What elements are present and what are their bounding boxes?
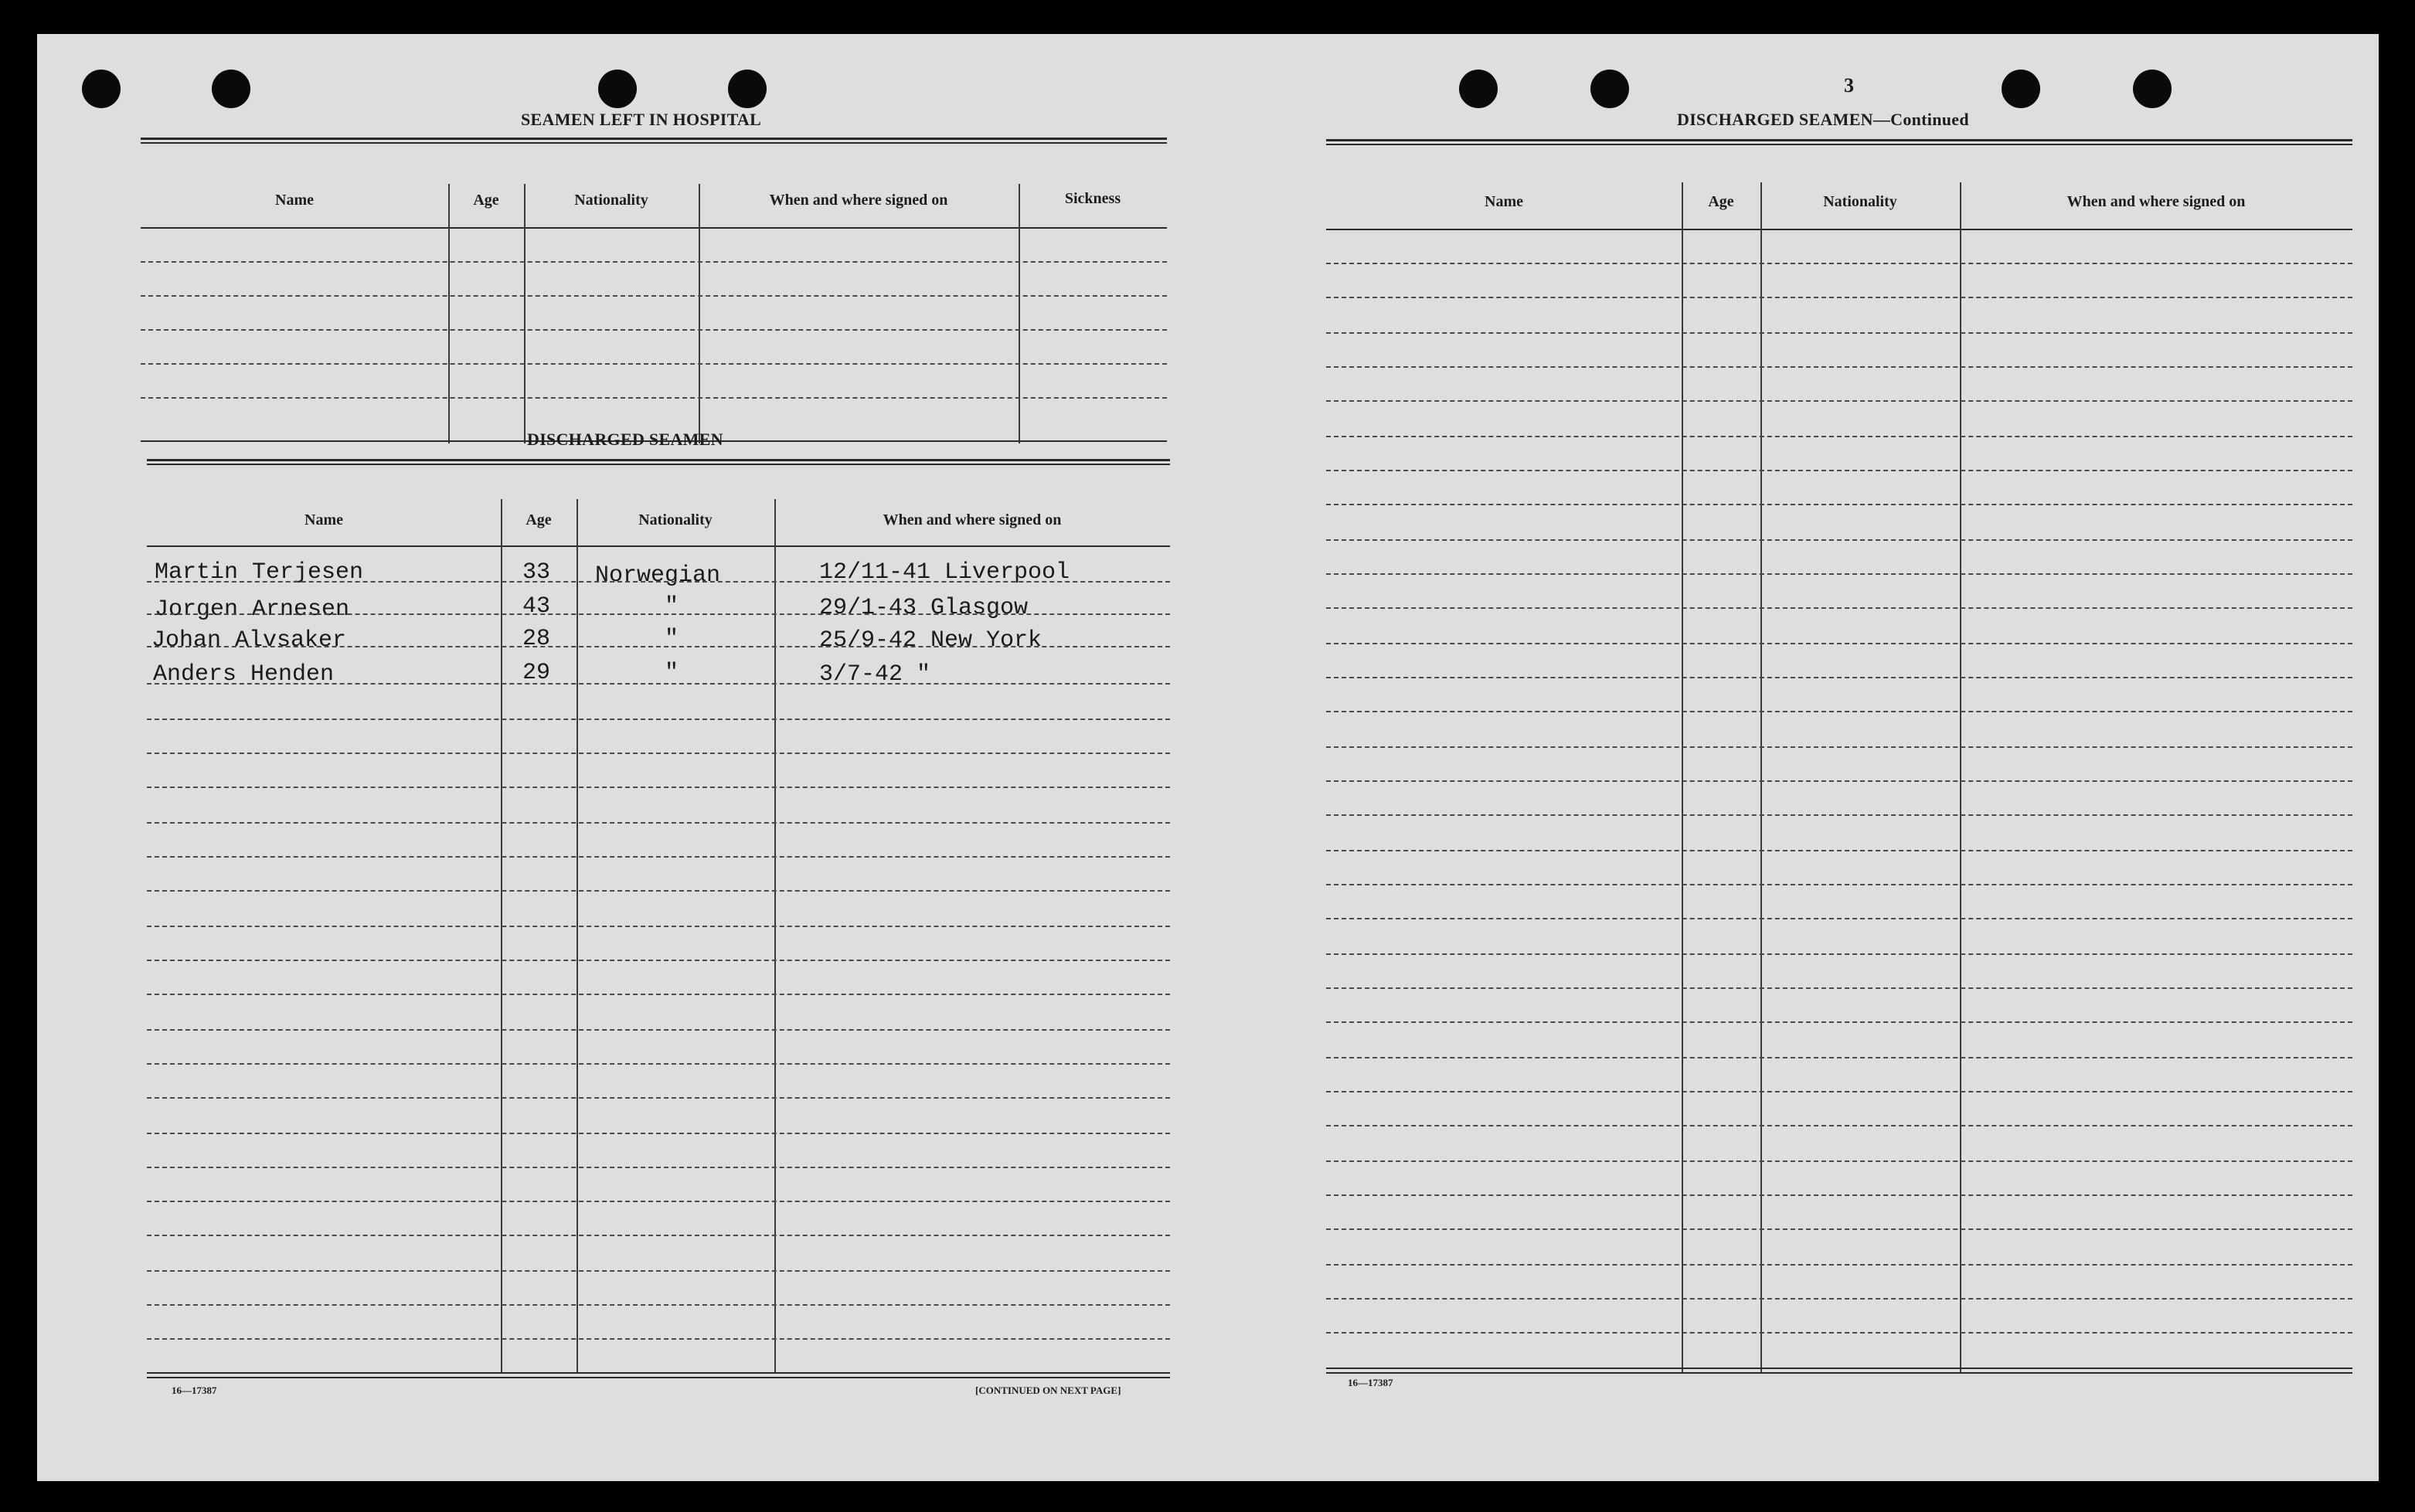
row-rule: [1326, 436, 2352, 437]
table-bottom-rule: [147, 1377, 1170, 1378]
row-rule: [1326, 1021, 2352, 1023]
seaman-signed-on: 3/7-42 ": [819, 661, 931, 688]
row-rule: [1326, 573, 2352, 575]
table-top-rule: [1326, 139, 2352, 145]
table-bottom-rule: [1326, 1368, 2352, 1369]
row-rule: [1326, 1091, 2352, 1092]
row-rule: [147, 719, 1170, 720]
seaman-nationality: ": [665, 626, 679, 652]
header-rule: [147, 545, 1170, 547]
row-rule: [147, 1235, 1170, 1236]
row-rule: [147, 1029, 1170, 1031]
table-top-rule: [147, 459, 1170, 465]
row-rule: [147, 890, 1170, 892]
seaman-name: Johan Alvsaker: [151, 627, 347, 654]
table-bottom-rule: [1326, 1372, 2352, 1374]
row-rule: [141, 261, 1167, 263]
col-header-signed-on: When and where signed on: [2066, 193, 2246, 210]
hospital-table: [141, 138, 1167, 408]
row-rule: [1326, 1298, 2352, 1300]
form-number: 16—17387: [1348, 1377, 1393, 1388]
column-divider: [448, 184, 450, 443]
row-rule: [147, 1063, 1170, 1065]
column-divider: [774, 499, 776, 1372]
seaman-signed-on: 12/11-41 Liverpool: [819, 559, 1070, 586]
row-rule: [141, 329, 1167, 331]
discharged-continued-table: [1326, 139, 2352, 1411]
seaman-nationality: ": [665, 593, 679, 620]
row-rule: [147, 1097, 1170, 1099]
row-rule: [1326, 607, 2352, 609]
row-rule: [147, 822, 1170, 824]
row-rule: [1326, 1332, 2352, 1334]
row-rule: [1326, 263, 2352, 264]
row-rule: [1326, 746, 2352, 748]
row-rule: [147, 753, 1170, 754]
row-rule: [1326, 1057, 2352, 1058]
row-rule: [147, 646, 1170, 647]
col-header-nationality: Nationality: [574, 192, 648, 209]
row-rule: [1326, 504, 2352, 505]
row-rule: [1326, 470, 2352, 471]
col-header-name: Name: [1485, 193, 1523, 210]
column-divider: [1019, 184, 1020, 443]
row-rule: [1326, 1160, 2352, 1162]
row-rule: [141, 397, 1167, 399]
row-rule: [1326, 884, 2352, 885]
table-bottom-rule: [147, 1372, 1170, 1374]
row-rule: [1326, 987, 2352, 989]
row-rule: [147, 683, 1170, 685]
column-divider: [1682, 182, 1683, 1372]
row-rule: [1326, 711, 2352, 712]
row-rule: [1326, 1125, 2352, 1126]
seaman-name: Martin Terjesen: [155, 559, 364, 586]
row-rule: [147, 1133, 1170, 1134]
seaman-age: 33: [522, 559, 551, 586]
row-rule: [1326, 643, 2352, 644]
discharged-table: [147, 459, 1170, 1409]
col-header-age: Age: [526, 511, 552, 528]
row-rule: [1326, 780, 2352, 782]
col-header-nationality: Nationality: [1823, 193, 1897, 210]
col-header-name: Name: [275, 192, 314, 209]
row-rule: [147, 1338, 1170, 1340]
row-rule: [141, 363, 1167, 365]
row-rule: [1326, 1194, 2352, 1196]
row-rule: [147, 1201, 1170, 1202]
column-divider: [501, 499, 502, 1372]
col-header-name: Name: [304, 511, 343, 528]
row-rule: [1326, 366, 2352, 368]
row-rule: [147, 787, 1170, 788]
row-rule: [1326, 1264, 2352, 1266]
row-rule: [141, 295, 1167, 297]
seaman-signed-on: 25/9-42 New York: [819, 627, 1043, 654]
right-page: [1286, 34, 2352, 1481]
row-rule: [1326, 539, 2352, 541]
document-sheet: [37, 34, 2379, 1481]
column-divider: [699, 184, 700, 443]
row-rule: [147, 1304, 1170, 1306]
column-divider: [1960, 182, 1961, 1372]
row-rule: [147, 856, 1170, 858]
col-header-age: Age: [473, 192, 499, 209]
discharged-section-title: DISCHARGED SEAMEN: [527, 430, 723, 449]
column-divider: [524, 184, 526, 443]
seaman-name: Anders Henden: [153, 661, 335, 688]
row-rule: [147, 960, 1170, 961]
row-rule: [147, 613, 1170, 615]
col-header-sickness: Sickness: [1064, 190, 1121, 207]
hospital-section-title: SEAMEN LEFT IN HOSPITAL: [521, 110, 762, 129]
header-rule: [1326, 229, 2352, 230]
row-rule: [147, 926, 1170, 927]
row-rule: [1326, 953, 2352, 955]
seaman-nationality: Norwegian: [595, 562, 721, 589]
seaman-name: Jorgen Arnesen: [155, 596, 350, 623]
row-rule: [1326, 677, 2352, 678]
row-rule: [147, 994, 1170, 995]
seaman-age: 29: [522, 660, 551, 686]
row-rule: [1326, 814, 2352, 816]
col-header-signed-on: When and where signed on: [769, 192, 948, 209]
seaman-nationality: ": [665, 660, 679, 686]
row-rule: [1326, 400, 2352, 402]
header-rule: [141, 227, 1167, 229]
row-rule: [1326, 1228, 2352, 1230]
form-number: 16—17387: [172, 1385, 217, 1396]
col-header-signed-on: When and where signed on: [883, 511, 1062, 528]
table-top-rule: [141, 138, 1167, 144]
column-divider: [1760, 182, 1762, 1372]
row-rule: [1326, 918, 2352, 919]
left-page: [104, 34, 1170, 1481]
continued-note: [CONTINUED ON NEXT PAGE]: [975, 1385, 1121, 1396]
discharged-continued-title: DISCHARGED SEAMEN—Continued: [1677, 110, 1969, 129]
col-header-age: Age: [1708, 193, 1734, 210]
seaman-signed-on: 29/1-43 Glasgow: [819, 595, 1029, 621]
seaman-age: 43: [522, 593, 551, 620]
seaman-age: 28: [522, 626, 551, 652]
row-rule: [1326, 850, 2352, 851]
row-rule: [147, 1270, 1170, 1272]
row-rule: [1326, 297, 2352, 298]
col-header-nationality: Nationality: [638, 511, 713, 528]
row-rule: [1326, 332, 2352, 334]
row-rule: [147, 581, 1170, 583]
row-rule: [147, 1167, 1170, 1168]
page-number: 3: [1844, 74, 1854, 97]
column-divider: [577, 499, 578, 1372]
